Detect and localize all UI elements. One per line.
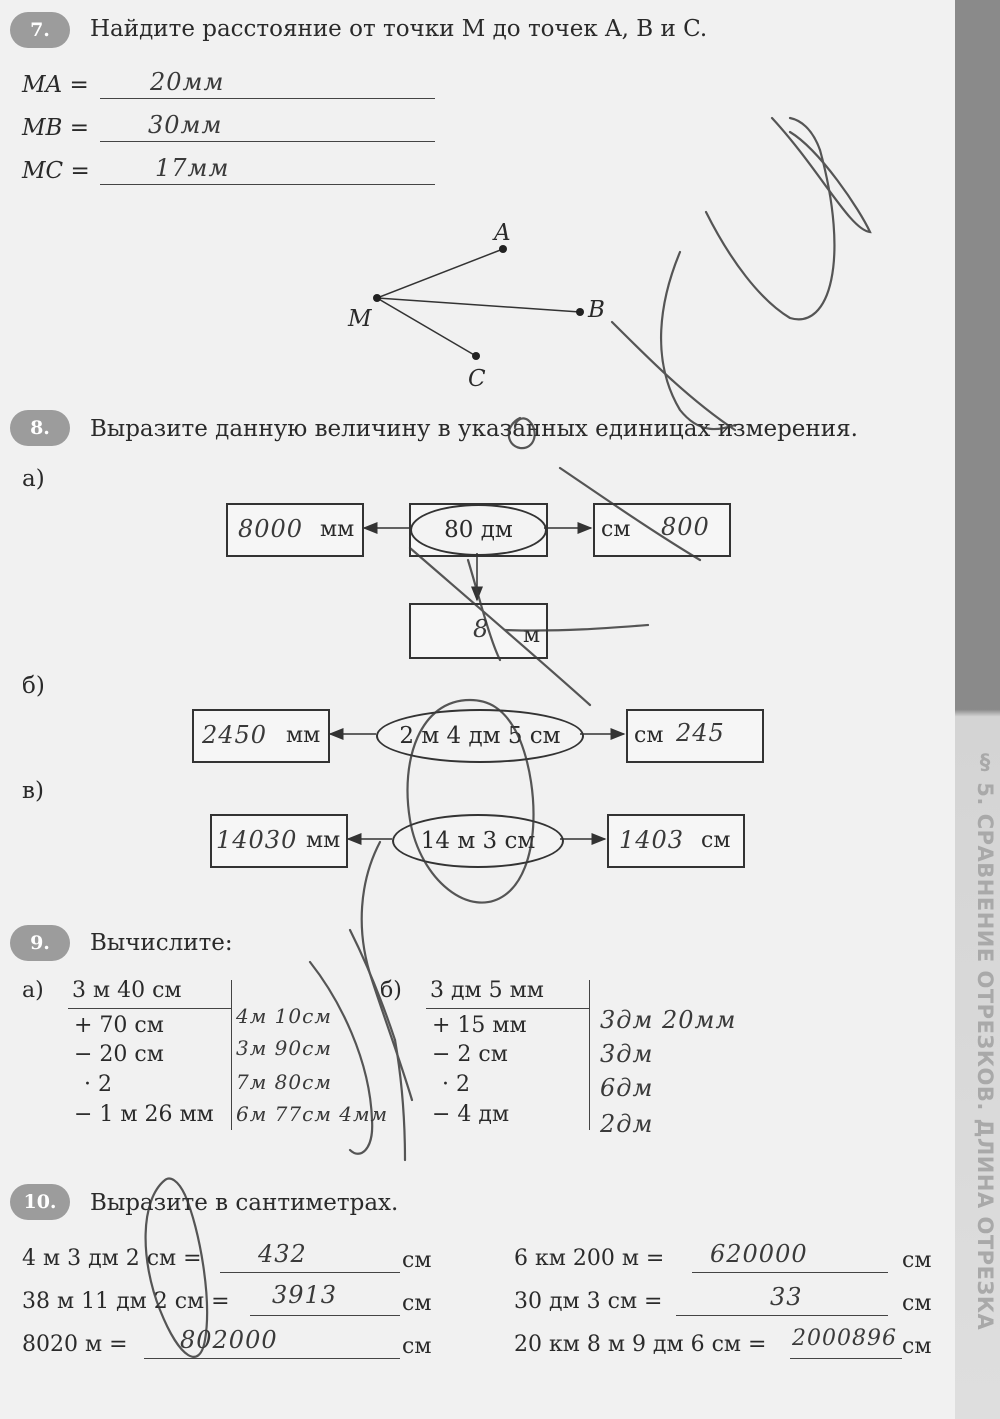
point-m-label: M bbox=[348, 306, 372, 332]
point-b-label: B bbox=[588, 297, 605, 323]
task-9a-answer-4[interactable]: 6м 77см 4мм bbox=[236, 1102, 389, 1126]
task-10-q1: 4 м 3 дм 2 см = bbox=[22, 1246, 202, 1271]
task-10-a2-line bbox=[250, 1315, 400, 1316]
task-10-a4[interactable]: 620000 bbox=[710, 1240, 808, 1268]
task-8c-given-oval: 14 м 3 см bbox=[392, 814, 564, 868]
task-9b-op-1: + 15 мм bbox=[432, 1013, 527, 1038]
task-10-number: 10. bbox=[10, 1184, 70, 1220]
task-8b-mm-answer[interactable]: 2450 bbox=[202, 721, 268, 749]
task-8c-cm-unit: см bbox=[701, 828, 731, 853]
task-8a-m-answer[interactable]: 8 bbox=[473, 615, 490, 643]
task-10-a6[interactable]: 2000896 bbox=[792, 1326, 897, 1351]
task-9b-op-3: · 2 bbox=[442, 1072, 470, 1097]
task-8c-label: в) bbox=[22, 778, 44, 804]
task-10-q2: 38 м 11 дм 2 см = bbox=[22, 1289, 230, 1314]
task-9a-answer-2[interactable]: 3м 90см bbox=[236, 1036, 332, 1060]
task-7-number: 7. bbox=[10, 12, 70, 48]
task-10-q3: 8020 м = bbox=[22, 1332, 128, 1357]
task-10-a5-line bbox=[676, 1315, 888, 1316]
task-9b-answer-4[interactable]: 2дм bbox=[600, 1110, 654, 1138]
task-9a-op-2: − 20 см bbox=[74, 1042, 164, 1067]
task-8c-cm-answer[interactable]: 1403 bbox=[619, 826, 685, 854]
task-9a-divider bbox=[231, 980, 232, 1130]
task-9b-answer-3[interactable]: 6дм bbox=[600, 1074, 654, 1102]
task-10-q4: 6 км 200 м = bbox=[514, 1246, 665, 1271]
task-8b-cm-unit: см bbox=[634, 723, 664, 748]
task-10-u6: см bbox=[902, 1334, 932, 1359]
task-8b-given-oval: 2 м 4 дм 5 см bbox=[376, 709, 584, 763]
task-8-title: Выразите данную величину в указанных единицах измерения. bbox=[90, 416, 858, 442]
task-9b-answer-1[interactable]: 3дм 20мм bbox=[600, 1006, 737, 1034]
point-c-label: C bbox=[468, 366, 486, 392]
task-8a-mm-unit: мм bbox=[320, 517, 355, 542]
task-8a-given-oval: 80 дм bbox=[410, 504, 547, 556]
task-9b-op-4: − 4 дм bbox=[432, 1102, 510, 1127]
task-9b-divider bbox=[589, 980, 590, 1130]
task-9a-answer-3[interactable]: 7м 80см bbox=[236, 1070, 332, 1094]
task-8b-mm-unit: мм bbox=[286, 723, 321, 748]
mc-label: MC = bbox=[22, 158, 90, 184]
task-8a-label: а) bbox=[22, 466, 45, 492]
task-9a-answer-1[interactable]: 4м 10см bbox=[236, 1004, 332, 1028]
task-9a-op-1: + 70 см bbox=[74, 1013, 164, 1038]
task-10-a2[interactable]: 3913 bbox=[272, 1281, 338, 1309]
task-10-a3-line bbox=[144, 1358, 400, 1359]
task-10-a5[interactable]: 33 bbox=[770, 1283, 803, 1311]
task-10-a3[interactable]: 802000 bbox=[180, 1326, 278, 1354]
task-10-u3: см bbox=[402, 1334, 432, 1359]
task-9a-rule bbox=[68, 1008, 232, 1009]
task-10-q6: 20 км 8 м 9 дм 6 см = bbox=[514, 1332, 767, 1357]
task-8a-m-unit: м bbox=[523, 623, 541, 648]
task-10-a1[interactable]: 432 bbox=[258, 1240, 307, 1268]
section-title: § 5. СРАВНЕНИЕ ОТРЕЗКОВ. ДЛИНА ОТРЕЗКА bbox=[973, 750, 997, 1331]
mb-answer[interactable]: 30мм bbox=[148, 111, 223, 139]
task-8a-cm-unit: см bbox=[601, 517, 631, 542]
mb-label: MB = bbox=[22, 115, 90, 141]
task-10-a4-line bbox=[692, 1272, 888, 1273]
task-9b-label: б) bbox=[380, 978, 402, 1003]
task-9a-op-3: · 2 bbox=[84, 1072, 112, 1097]
point-a-label: A bbox=[494, 220, 511, 246]
task-10-a1-line bbox=[220, 1272, 400, 1273]
task-8a-mm-answer[interactable]: 8000 bbox=[238, 515, 304, 543]
task-9-title: Вычислите: bbox=[90, 930, 233, 956]
task-9b-start: 3 дм 5 мм bbox=[430, 978, 544, 1003]
task-10-a6-line bbox=[790, 1358, 902, 1359]
task-7-title: Найдите расстояние от точки M до точек A, B и C. bbox=[90, 16, 708, 42]
task-10-u1: см bbox=[402, 1248, 432, 1273]
task-8c-mm-unit: мм bbox=[306, 828, 341, 853]
task-9a-start: 3 м 40 см bbox=[72, 978, 182, 1003]
task-10-title: Выразите в сантиметрах. bbox=[90, 1190, 399, 1216]
task-9b-answer-2[interactable]: 3дм bbox=[600, 1040, 654, 1068]
task-9-number: 9. bbox=[10, 925, 70, 961]
task-9a-op-4: − 1 м 26 мм bbox=[74, 1102, 214, 1127]
ma-answer[interactable]: 20мм bbox=[150, 68, 225, 96]
task-8-number: 8. bbox=[10, 410, 70, 446]
task-9b-op-2: − 2 см bbox=[432, 1042, 508, 1067]
mc-answer[interactable]: 17мм bbox=[155, 154, 230, 182]
task-10-u2: см bbox=[402, 1291, 432, 1316]
task-10-q5: 30 дм 3 см = bbox=[514, 1289, 663, 1314]
task-8b-cm-answer[interactable]: 245 bbox=[676, 719, 725, 747]
task-9b-rule bbox=[426, 1008, 590, 1009]
task-8b-label: б) bbox=[22, 673, 45, 699]
task-8a-cm-answer[interactable]: 800 bbox=[661, 513, 710, 541]
ma-label: MA = bbox=[22, 72, 89, 98]
task-9a-label: а) bbox=[22, 978, 44, 1003]
task-10-u4: см bbox=[902, 1248, 932, 1273]
task-8c-mm-answer[interactable]: 14030 bbox=[216, 826, 298, 854]
task-10-u5: см bbox=[902, 1291, 932, 1316]
